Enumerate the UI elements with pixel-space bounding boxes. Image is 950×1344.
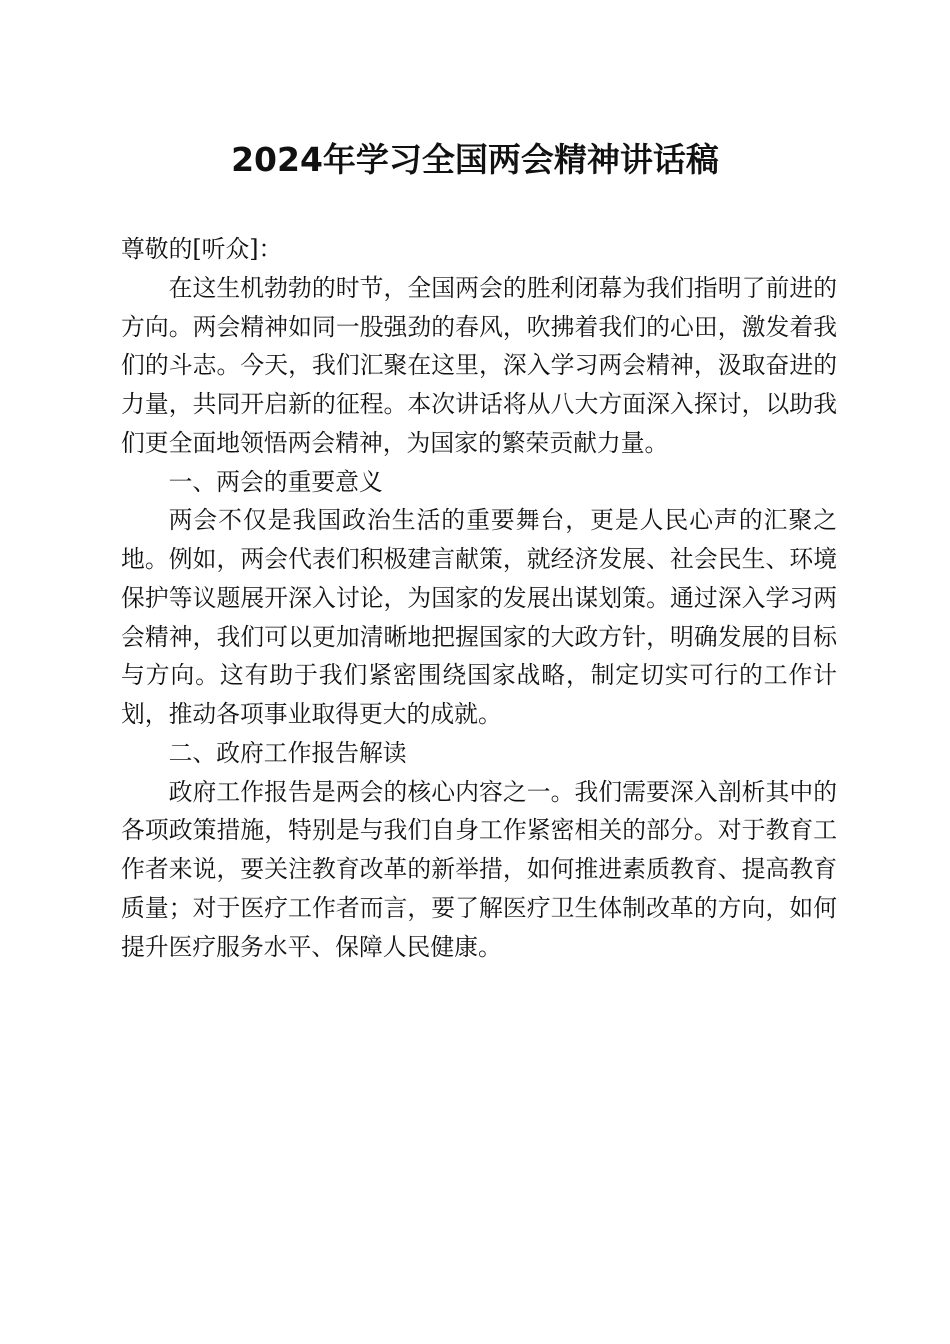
- section-heading-2: 二、政府工作报告解读: [168, 738, 407, 767]
- document-title: 2024年学习全国两会精神讲话稿: [231, 140, 719, 179]
- salutation: 尊敬的[听众]：: [121, 235, 283, 263]
- section-text-2: 政府工作报告是两会的核心内容之一。我们需要深入剖析其中的各项政策措施，特别是与我们自身工作紧密相关的部分。对于教育工作者来说，要关注教育改革的新举措，如何推进素质教育、提高教育质量；对于医疗工作者而言，要了解医疗卫生体制改革的方向，如何提升医疗服务水平、保障人民健康。: [121, 777, 837, 961]
- intro-paragraph: 在这生机勃勃的时节，全国两会的胜利闭幕为我们指明了前进的方向。两会精神如同一股强劲的春风，吹拂着我们的心田，激发着我们的斗志。今天，我们汇聚在这里，深入学习两会精神，汲取奋进的力量，共同开启新的征程。本次讲话将从八大方面深入探讨，以助我们更全面地领悟两会精神，为国家的繁荣贡献力量。: [121, 273, 837, 457]
- section-text-1: 两会不仅是我国政治生活的重要舞台，更是人民心声的汇聚之地。例如，两会代表们积极建言献策，就经济发展、社会民生、环境保护等议题展开深入讨论，为国家的发展出谋划策。通过深入学习两会精神，我们可以更加清晰地把握国家的大政方针，明确发展的目标与方向。这有助于我们紧密围绕国家战略，制定切实可行的工作计划，推动各项事业取得更大的成就。: [121, 506, 837, 728]
- section-heading-1: 一、两会的重要意义: [168, 467, 383, 496]
- document-body: [121, 230, 837, 966]
